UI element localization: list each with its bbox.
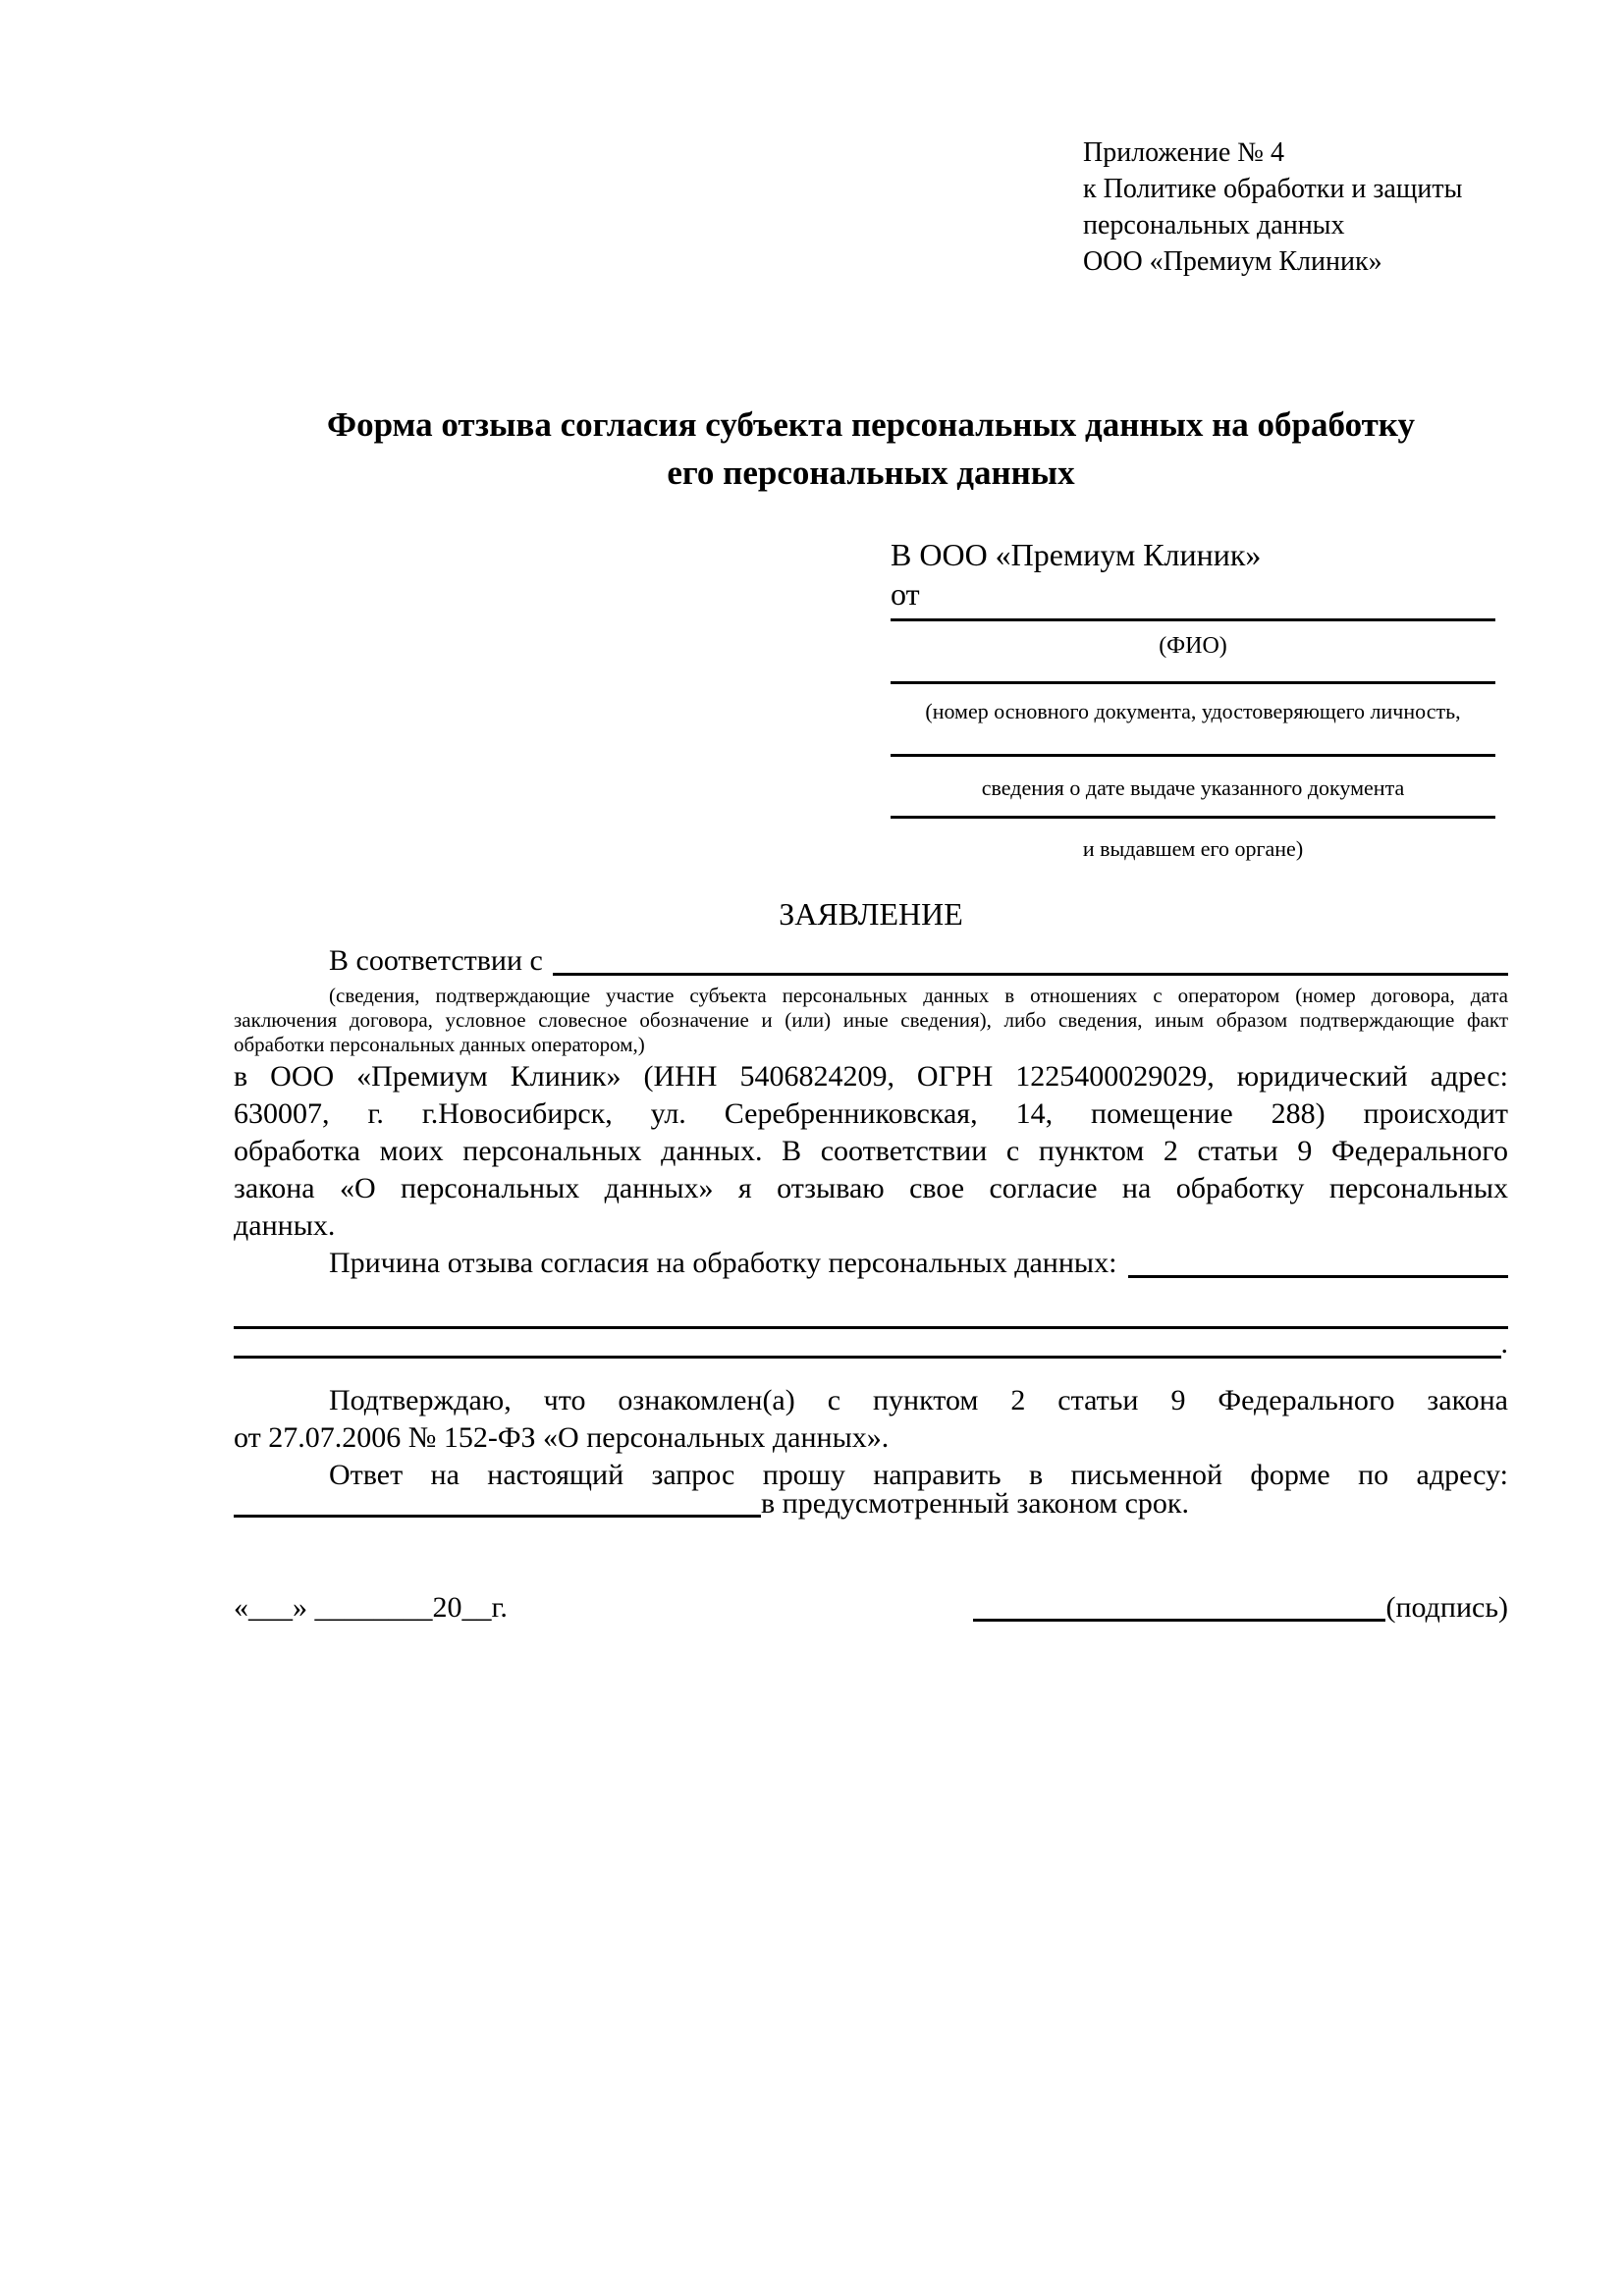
reason-label: Причина отзыва согласия на обработку персональных данных:	[329, 1247, 1117, 1279]
signature-caption: (подпись)	[1385, 1591, 1508, 1624]
confirmation-line: от 27.07.2006 № 152-ФЗ «О персональных данных».	[234, 1421, 890, 1454]
address-blank-line	[234, 1488, 761, 1518]
addressee-from-label: от	[891, 576, 920, 612]
footer-row	[234, 1588, 1508, 1628]
footnote	[234, 984, 1508, 1057]
confirmation-paragraph	[234, 1382, 1508, 1457]
footnote-line: заключения договора, условное словесное обозначение и (или) иные сведения), либо сведения, иным образом подтверждающие факт	[234, 1008, 1508, 1032]
reply-address-line	[234, 1488, 1508, 1520]
appendix-note-line: к Политике обработки и защиты	[1083, 174, 1463, 204]
fio-caption: (ФИО)	[1159, 633, 1227, 659]
intro-label: В соответствии с	[329, 944, 543, 977]
signature-blank-line	[973, 1619, 1385, 1622]
blank-line-period: .	[1500, 1327, 1508, 1360]
reason-blank-line-3	[234, 1325, 1508, 1362]
page-title-line: Форма отзыва согласия субъекта персональных данных на обработку	[327, 405, 1415, 444]
reason-line	[234, 1245, 1508, 1282]
appendix-note-line: Приложение № 4	[1083, 137, 1284, 168]
fio-blank-line	[891, 618, 1495, 621]
body-line: данных.	[234, 1209, 336, 1242]
document-date-blank-line	[891, 754, 1495, 757]
reason-blank-line-3-rule	[234, 1325, 1501, 1359]
document-number-caption: (номер основного документа, удостоверяющего личность,	[925, 699, 1461, 723]
footnote-line: обработки персональных данных оператором,)	[234, 1033, 645, 1056]
addressee-block	[891, 535, 1495, 861]
body-paragraph	[234, 1058, 1508, 1245]
document-date-caption: сведения о дате выдаче указанного документа	[981, 775, 1405, 800]
body-line: обработка моих персональных данных. В соответствии с пунктом 2 статьи 9 Федерального	[234, 1135, 1508, 1167]
date-blank: «___» ________20__г.	[234, 1591, 508, 1624]
body-line: закона «О персональных данных» я отзываю свое согласие на обработку персональных	[234, 1172, 1508, 1204]
addressee-to: В ООО «Премиум Клиник»	[891, 537, 1262, 572]
reason-blank-line-2	[234, 1292, 1508, 1329]
intro-line	[234, 942, 1508, 980]
page-title	[234, 400, 1508, 497]
reply-request-line: Ответ на настоящий запрос прошу направить в письменной форме по адресу:	[329, 1459, 1508, 1491]
body-line: 630007, г. г.Новосибирск, ул. Серебренниковская, 14, помещение 288) происходит	[234, 1097, 1508, 1130]
intro-blank-line	[553, 942, 1508, 976]
confirmation-line: Подтверждаю, что ознакомлен(а) с пунктом 2 статьи 9 Федерального закона	[329, 1384, 1508, 1416]
appendix-note-line: ООО «Премиум Клиник»	[1083, 246, 1382, 277]
reply-request-tail: в предусмотренный законом срок.	[761, 1487, 1189, 1520]
reason-blank-line	[1128, 1245, 1508, 1278]
body-line: в ООО «Премиум Клиник» (ИНН 5406824209, ОГРН 1225400029029, юридический адрес:	[234, 1060, 1508, 1093]
statement-heading: ЗАЯВЛЕНИЕ	[779, 896, 963, 932]
document-issuer-caption: и выдавшем его органе)	[1082, 836, 1304, 861]
appendix-note-line: персональных данных	[1083, 210, 1345, 240]
document-number-blank-line	[891, 681, 1495, 684]
signature-group	[973, 1588, 1508, 1628]
page-title-line: его персональных данных	[667, 454, 1075, 492]
footnote-line: (сведения, подтверждающие участие субъекта персональных данных в отношениях с оператором (номер договора, дата	[329, 984, 1508, 1007]
appendix-note	[1083, 134, 1535, 280]
document-issuer-blank-line	[891, 816, 1495, 819]
